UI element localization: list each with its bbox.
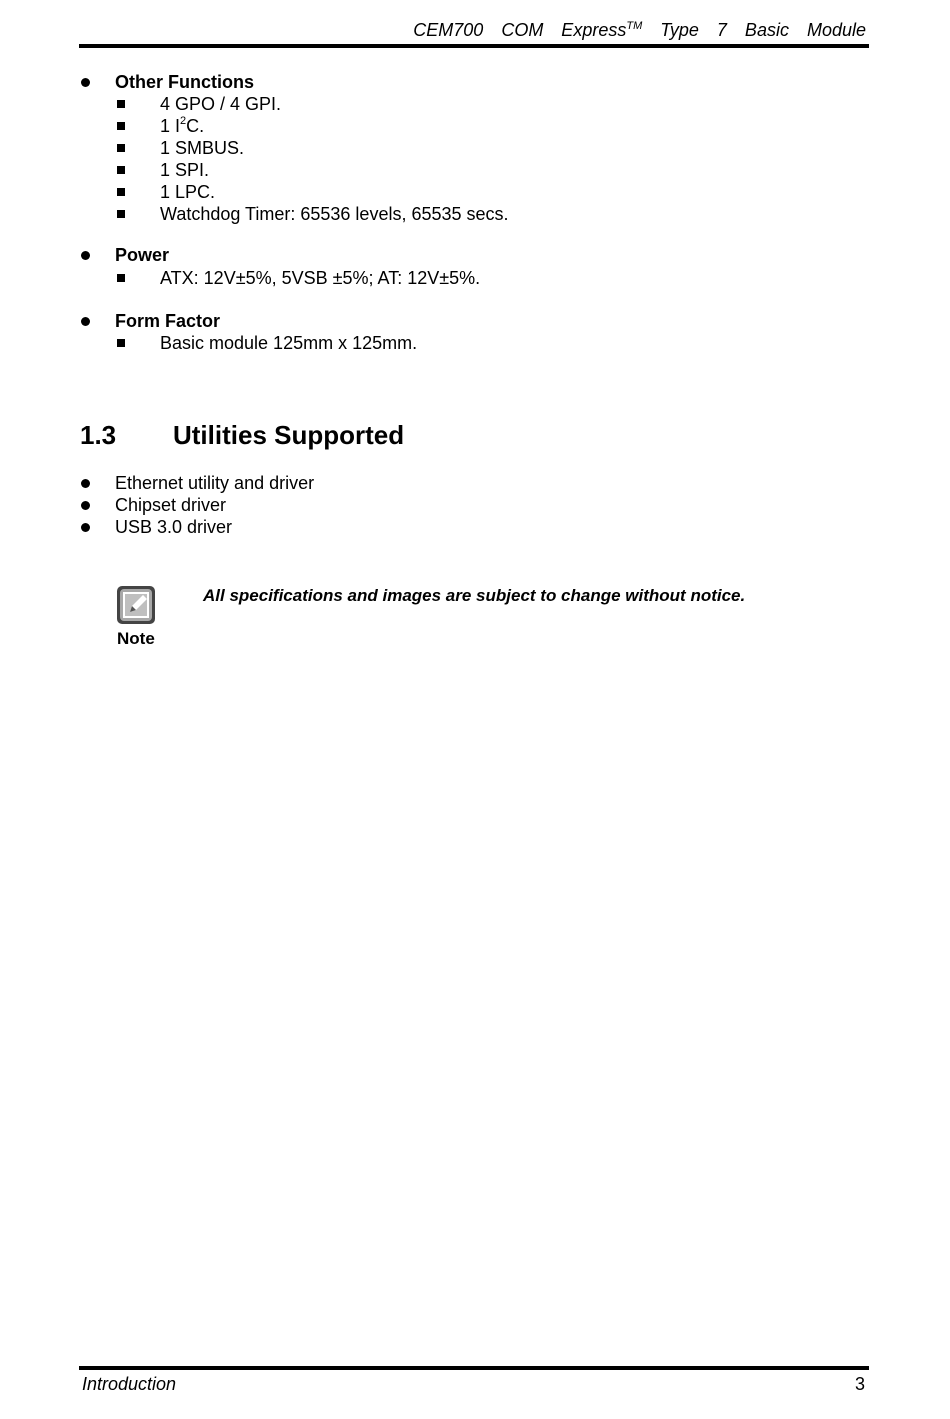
note-label: Note [117,629,155,648]
list-item: Chipset driver [115,495,227,515]
other-functions-heading: Other Functions [115,72,254,92]
bullet-dot [81,479,90,488]
bullet-dot [81,501,90,510]
header-title-trademark: TM [626,20,643,32]
list-item: Ethernet utility and driver [115,473,315,493]
note-text: All specifications and images are subject to change without notice. [203,586,746,605]
footer-section: Introduction [82,1374,177,1394]
list-item: 1 SPI. [160,160,210,180]
bullet-square [117,144,125,152]
header-title-main: CEM700 COM Express [413,20,627,40]
header-rule [79,44,869,48]
note-pencil-icon [116,585,156,625]
footer-rule [79,1366,869,1370]
page-number: 3 [854,1374,865,1394]
bullet-dot [81,251,90,260]
list-item: Basic module 125mm x 125mm. [160,333,418,353]
bullet-dot [81,78,90,87]
bullet-square [117,100,125,108]
list-item: 4 GPO / 4 GPI. [160,94,282,114]
bullet-square [117,122,125,130]
list-item: USB 3.0 driver [115,517,233,537]
section-title: Utilities Supported [173,420,405,450]
list-item: ATX: 12V±5%, 5VSB ±5%; AT: 12V±5%. [160,268,481,288]
bullet-square [117,210,125,218]
list-item: Watchdog Timer: 65536 levels, 65535 secs. [160,204,509,224]
power-heading: Power [115,245,170,265]
header-title [413,20,866,41]
bullet-square [117,274,125,282]
list-item-i2c [160,115,204,137]
bullet-square [117,166,125,174]
header-title-rest: Type 7 Basic Module [642,20,866,40]
form-factor-heading: Form Factor [115,311,221,331]
i2c-prefix: 1 I [160,116,181,136]
bullet-dot [81,523,90,532]
bullet-square [117,188,125,196]
section-number: 1.3 [80,420,117,450]
i2c-superscript: 2 [180,115,187,127]
i2c-suffix: C. [186,116,205,136]
list-item: 1 SMBUS. [160,138,245,158]
list-item: 1 LPC. [160,182,216,202]
bullet-dot [81,317,90,326]
bullet-square [117,339,125,347]
